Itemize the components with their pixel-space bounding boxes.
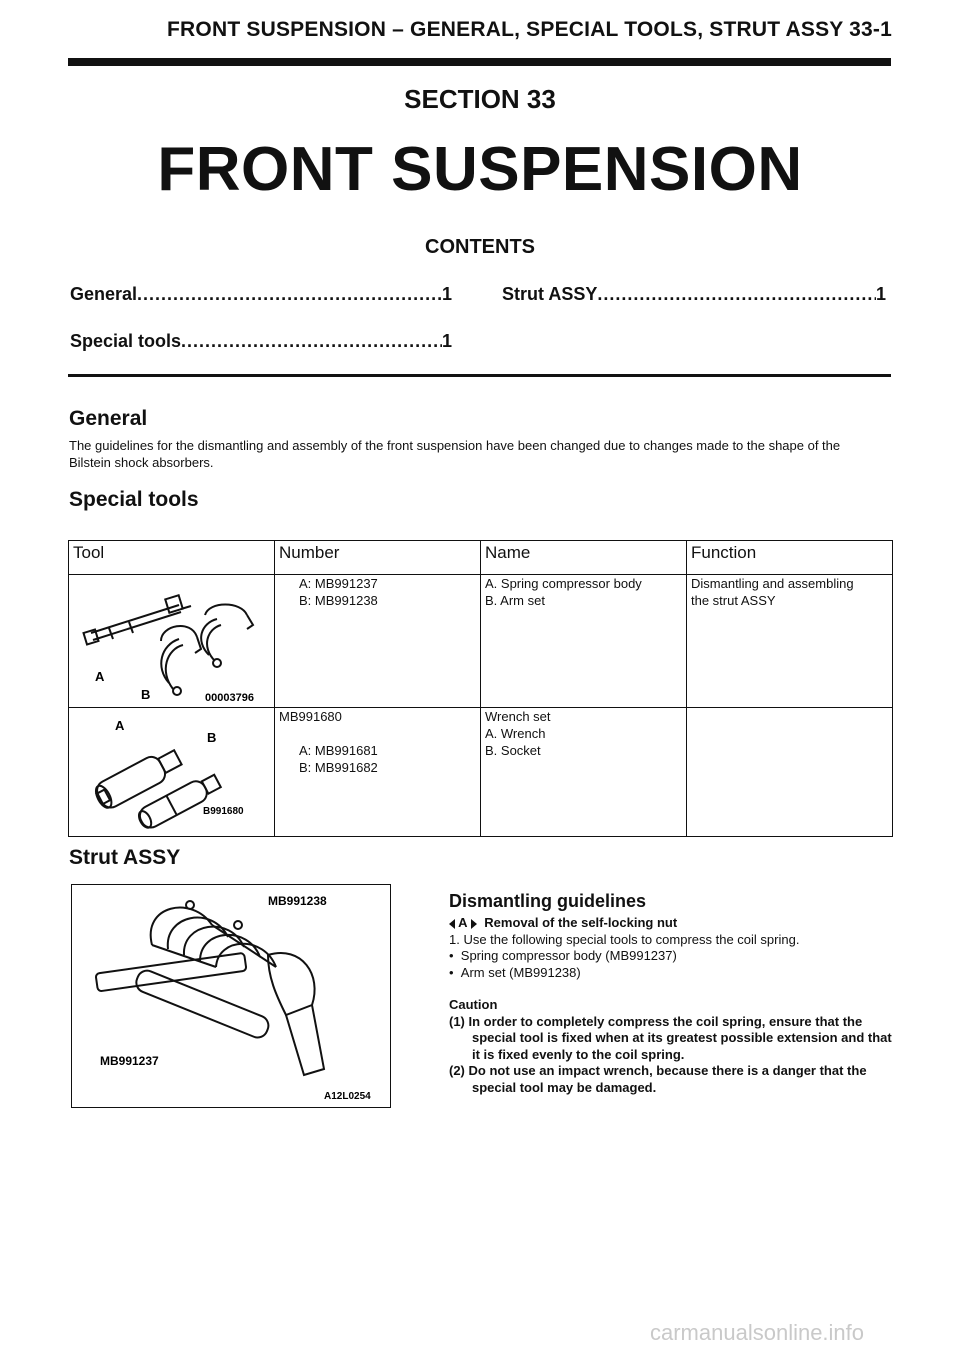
tool-name-cell (481, 708, 687, 837)
tool-number-main: MB991680 (279, 709, 342, 724)
removal-text: Removal of the self-locking nut (484, 915, 678, 930)
tool-name: A. Wrench (485, 726, 546, 741)
watermark: carmanualsonline.info (650, 1320, 865, 1345)
column-header: Tool (69, 541, 275, 575)
general-heading: General (69, 407, 148, 430)
column-header: Number (275, 541, 481, 575)
strut-assy-heading: Strut ASSY (69, 846, 181, 869)
tool-number-cell (275, 575, 481, 708)
column-header: Function (687, 541, 893, 575)
wrench-set-drawing (69, 708, 273, 832)
bullet-item: • Spring compressor body (MB991237) (449, 948, 677, 963)
step-1: 1. Use the following special tools to compress the coil spring. (449, 931, 800, 947)
figure-code: 00003796 (205, 692, 254, 703)
toc-entry-special-tools[interactable] (70, 331, 452, 352)
document-title: FRONT SUSPENSION (157, 135, 803, 204)
tool-number: B: MB991682 (299, 760, 378, 775)
figure-code: B991680 (203, 806, 244, 817)
table-row (69, 708, 893, 837)
column-header: Name (481, 541, 687, 575)
tool-name: Wrench set (485, 709, 551, 724)
toc-page: 1 (875, 284, 886, 304)
toc-leader (137, 284, 442, 305)
tool-name: A. Spring compressor body (485, 576, 642, 591)
contents-heading: CONTENTS (425, 236, 535, 258)
toc-leader (181, 331, 442, 352)
tool-name: B. Socket (485, 743, 541, 758)
toc-page: 1 (441, 284, 452, 304)
figure-label-mb991237: MB991237 (100, 1054, 159, 1068)
tool-name: B. Arm set (485, 593, 545, 608)
table-header-row (69, 541, 893, 575)
figure-label-a: A (95, 669, 105, 684)
tool-function-cell (687, 575, 893, 708)
toc-entry-strut-assy[interactable] (502, 284, 886, 305)
section-label: SECTION 33 (404, 84, 556, 114)
table-row (69, 575, 893, 708)
figure-label-a: A (115, 718, 125, 733)
marker-left-icon (449, 919, 455, 929)
spring-compressor-drawing (69, 575, 273, 703)
running-header: FRONT SUSPENSION – GENERAL, SPECIAL TOOLS, STRUT ASSY 33-1 (167, 18, 892, 41)
special-tools-table (68, 540, 893, 837)
ref-marker: A (458, 915, 468, 930)
tool-number: B: MB991238 (299, 593, 378, 608)
tool-number: A: MB991681 (299, 743, 378, 758)
tool-number-cell (275, 708, 481, 837)
toc-leader (597, 284, 876, 305)
caution-item: (2) Do not use an impact wrench, because there is a danger that the special tool may be damaged. (449, 1063, 867, 1095)
marker-right-icon (471, 919, 477, 929)
special-tools-heading: Special tools (69, 488, 199, 511)
figure-label-mb991238: MB991238 (268, 894, 327, 908)
figure-label-b: B (141, 687, 151, 702)
tool-function: the strut ASSY (691, 593, 776, 608)
caution-item: (1) In order to completely compress the coil spring, ensure that the special tool is fixed when at its greatest possible extension and that it is fixed evenly to the coil spring. (449, 1013, 892, 1062)
toc-label: Strut ASSY (502, 284, 598, 304)
tool-image-cell (69, 575, 275, 708)
toc-label: Special tools (70, 331, 182, 351)
header-rule (68, 58, 891, 66)
tool-number: A: MB991237 (299, 576, 378, 591)
contents-rule (68, 374, 891, 377)
toc-label: General (70, 284, 138, 304)
tool-image-cell (69, 708, 275, 837)
figure-code: A12L0254 (324, 1091, 371, 1102)
removal-subheading (449, 915, 894, 932)
strut-figure (71, 884, 391, 1108)
dismantling-section (449, 889, 894, 1096)
tool-function-cell (687, 708, 893, 837)
general-body: The guidelines for the dismantling and assembly of the front suspension have been changed due to changes made to the shape of the Bilstein shock absorbers. (69, 438, 841, 470)
strut-compressor-drawing (72, 885, 390, 1107)
caution-label: Caution (449, 997, 498, 1012)
dismantling-heading: Dismantling guidelines (449, 891, 647, 911)
figure-label-b: B (207, 730, 217, 745)
tool-name-cell (481, 575, 687, 708)
tool-function: Dismantling and assembling (691, 576, 854, 591)
toc-page: 1 (441, 331, 452, 351)
toc-entry-general[interactable] (70, 284, 452, 305)
bullet-item: • Arm set (MB991238) (449, 964, 581, 980)
